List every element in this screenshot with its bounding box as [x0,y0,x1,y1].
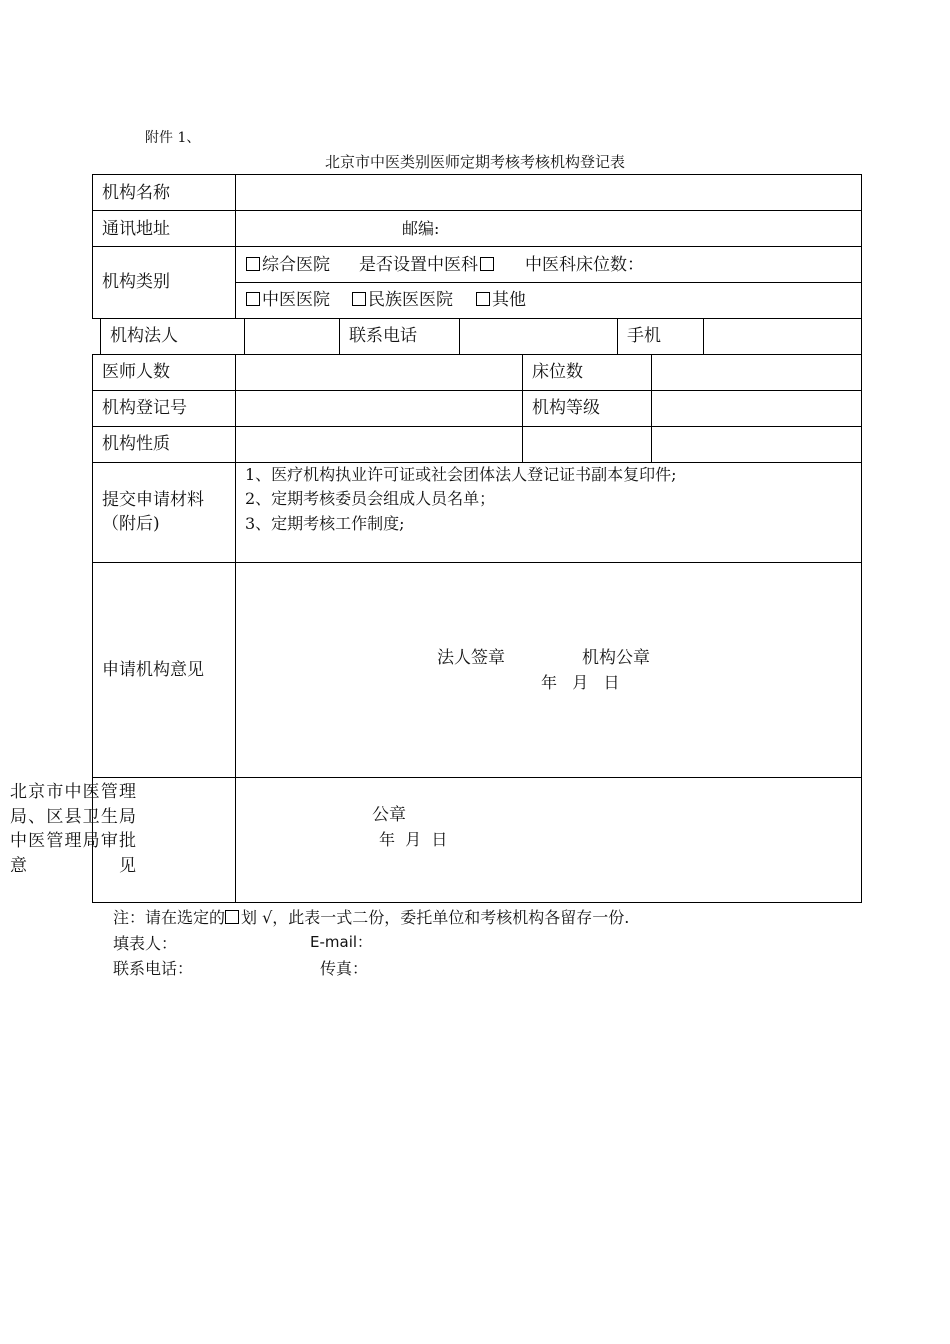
type-option-ethnic[interactable] [352,290,453,310]
footer-note [113,905,629,928]
type-option-general[interactable] [246,255,330,275]
table-line [235,174,236,318]
approval-date: 年 月 日 [379,830,448,849]
checkbox-icon[interactable] [476,292,490,306]
doctor-count-label: 医师人数 [102,362,170,382]
type-option-tcm[interactable] [246,290,330,310]
material-item: 1、医疗机构执业许可证或社会团体法人登记证书副本复印件; [245,465,677,484]
public-seal-label: 公章 [372,805,406,825]
reg-no-label: 机构登记号 [102,398,187,418]
attachment-label: 附件 1、 [145,130,201,146]
option-label: 是否设置中医科 [359,255,478,275]
type-option-other[interactable] [476,290,526,310]
table-line [861,174,862,903]
table-line [92,902,862,903]
form-title: 北京市中医类别医师定期考核考核机构登记表 [324,153,625,171]
table-line [92,462,862,463]
table-line [522,354,523,462]
org-level-label: 机构等级 [532,398,600,418]
legal-person-label: 机构法人 [110,326,178,346]
table-line [92,390,862,391]
materials-label: 提交申请材料 [102,490,204,510]
filler-label: 填表人： [113,934,178,953]
table-line [92,174,93,318]
table-line [244,318,245,354]
postcode-label: 邮编: [402,219,440,238]
opinion-label: 申请机构意见 [102,660,204,680]
checkbox-icon[interactable] [352,292,366,306]
tcm-beds-label: 中医科床位数： [525,255,644,275]
phone-label: 联系电话： [113,959,194,978]
checkbox-icon[interactable] [246,257,260,271]
table-line [92,210,862,211]
table-line [92,246,862,247]
approval-label: 北京市中医管理局、区县卫生局中医管理局审批意见 [10,782,136,876]
option-label: 综合医院 [262,255,330,275]
tcm-dept-option[interactable] [359,255,496,275]
fax-label: 传真： [320,959,369,978]
table-line [92,354,862,355]
checkbox-icon[interactable] [480,257,494,271]
table-line [651,354,652,462]
table-line [236,282,862,283]
table-line [459,318,460,354]
table-line [92,777,862,778]
mobile-label: 手机 [627,326,661,346]
material-item: 2、定期考核委员会组成人员名单； [245,489,496,508]
legal-seal-label: 法人签章 [437,648,505,668]
table-line [617,318,618,354]
table-line [92,562,862,563]
table-line [100,318,101,354]
bed-count-label: 床位数 [532,362,583,382]
table-line [92,174,862,175]
checkbox-icon[interactable] [246,292,260,306]
registration-form-table [92,174,862,903]
org-type-label: 机构类别 [102,272,170,292]
option-label: 中医医院 [262,290,330,310]
org-nature-label: 机构性质 [102,434,170,454]
table-line [92,426,862,427]
material-item: 3、定期考核工作制度; [245,514,405,533]
table-line [235,354,236,903]
note-suffix: 划 √，此表一式二份，委托单位和考核机构各留存一份. [241,908,630,927]
option-label: 其他 [492,290,526,310]
option-label: 民族医医院 [368,290,453,310]
table-line [703,318,704,354]
table-line [92,318,862,319]
note-prefix: 注：请在选定的 [113,908,226,927]
email-label: E-mail： [310,933,373,951]
materials-label-sub: （附后) [102,514,160,534]
address-label: 通讯地址 [102,219,170,239]
org-seal-label: 机构公章 [582,648,650,668]
org-name-label: 机构名称 [102,183,170,203]
table-line [339,318,340,354]
opinion-date: 年 月 日 [541,673,620,692]
contact-phone-label: 联系电话 [349,326,417,346]
checkbox-icon [225,910,239,924]
